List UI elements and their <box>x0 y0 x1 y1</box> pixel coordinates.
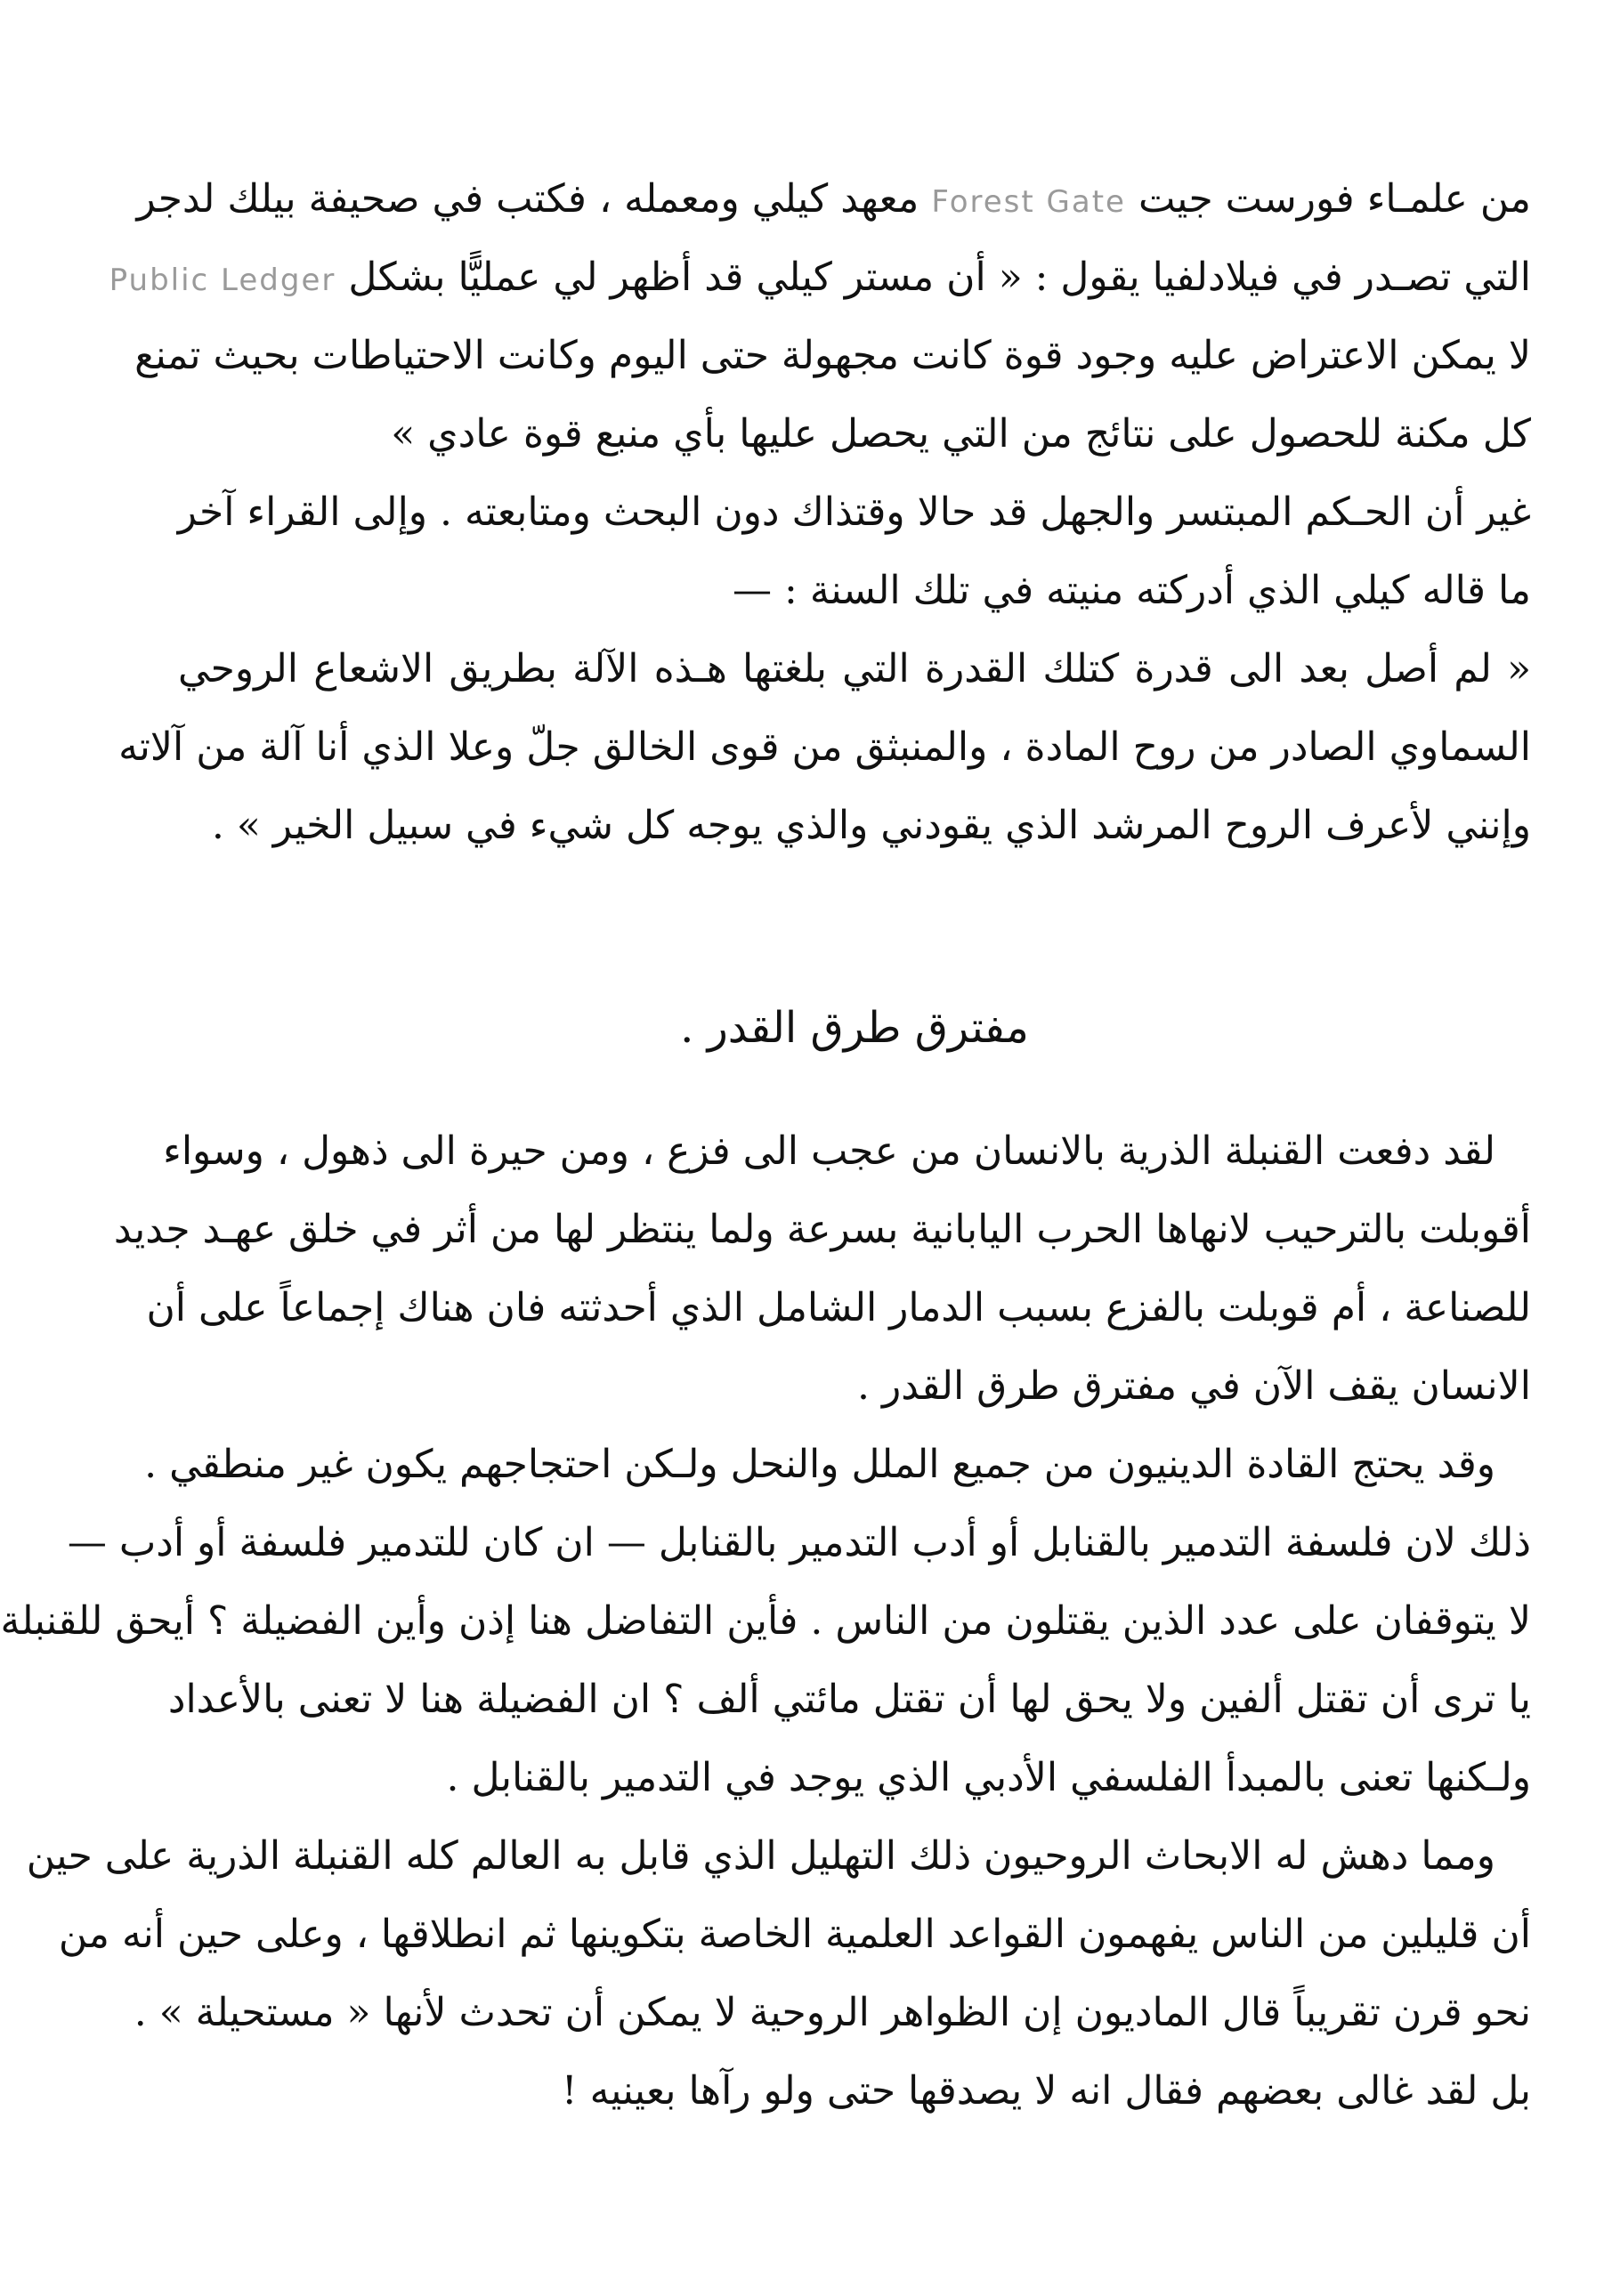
text-line: وإنني لأعرف الروح المرشد الذي يقودني والذي يوجه كل شيء في سبيل الخير » . <box>211 803 1531 848</box>
text-line: لقد دفعت القنبلة الذرية بالانسان من عجب الى فزع ، ومن حيرة الى ذهول ، وسواء <box>163 1128 1495 1174</box>
text-line: « لم أصل بعد الى قدرة كتلك القدرة التي بلغتها هـذه الآلة بطريق الاشعاع الروحي <box>178 646 1531 691</box>
text-line: ولـكنها تعنى بالمبدأ الفلسفي الأدبي الذي يوجد في التدمير بالقنابل . <box>446 1755 1531 1800</box>
text-line: بل لقد غالى بعضهم فقال انه لا يصدقها حتى ولو رآها بعينيه ! <box>561 2068 1531 2114</box>
paragraph-block-top <box>109 160 1531 865</box>
text-segment: التي تصـدر في فيلادلفيا يقول : « أن مستر كيلي قد أظهر لي عمليًّا بشكل <box>336 255 1531 300</box>
text-segment: معهد كيلي ومعمله ، فكتب في صحيفة بيلك لدجر <box>136 176 932 222</box>
text-line: نحو قرن تقريباً قال الماديون إن الظواهر الروحية لا يمكن أن تحدث لأنها « مستحيلة » . <box>134 1990 1531 2035</box>
text-line: ذلك لان فلسفة التدمير بالقنابل أو أدب التدمير بالقنابل — ان كان للتدمير فلسفة أو أدب — <box>67 1520 1531 1565</box>
section-title: مفترق طرق القدر . <box>680 1003 1029 1053</box>
latin-term: Public Ledger <box>109 263 336 298</box>
text-line: ما قاله كيلي الذي أدركته منيته في تلك السنة : — <box>733 568 1531 613</box>
text-line: غير أن الحـكم المبتسر والجهل قد حالا وقتذاك دون البحث ومتابعته . وإلى القراء آخر <box>177 489 1531 535</box>
text-line: وقد يحتج القادة الدينيون من جميع الملل والنحل ولـكن احتجاجهم يكون غير منطقي . <box>144 1442 1495 1487</box>
text-line: لا يتوقفان على عدد الذين يقتلون من الناس . فأين التفاضل هنا إذن وأين الفضيلة ؟ أيحق للقنبلة <box>0 1598 1531 1644</box>
latin-term: Forest Gate <box>931 184 1126 220</box>
paragraph-block-bottom <box>0 1112 1531 2130</box>
text-segment: من علمـاء فورست جيت <box>1125 176 1531 222</box>
text-line: يا ترى أن تقتل ألفين ولا يحق لها أن تقتل مائتي ألف ؟ ان الفضيلة هنا لا تعنى بالأعداد <box>167 1677 1531 1722</box>
text-line <box>109 238 1531 317</box>
text-line: كل مكنة للحصول على نتائج من التي يحصل عليها بأي منبع قوة عادي » <box>391 411 1531 457</box>
text-line: السماوي الصادر من روح المادة ، والمنبثق من قوى الخالق جلّ وعلا الذي أنا آلة من آلاته <box>118 724 1531 770</box>
text-line: الانسان يقف الآن في مفترق طرق القدر . <box>856 1363 1531 1409</box>
text-line: ومما دهش له الابحاث الروحيون ذلك التهليل الذي قابل به العالم كله القنبلة الذرية على حين <box>26 1833 1495 1879</box>
text-line: لا يمكن الاعتراض عليه وجود قوة كانت مجهولة حتى اليوم وكانت الاحتياطات بحيث تمنع <box>134 333 1531 378</box>
text-line: أقوبلت بالترحيب لانهاها الحرب اليابانية بسرعة ولما ينتظر لها من أثر في خلق عهـد جديد <box>113 1207 1531 1252</box>
text-line: للصناعة ، أم قوبلت بالفزع بسبب الدمار الشامل الذي أحدثته فان هناك إجماعاً على أن <box>146 1285 1531 1330</box>
text-line: أن قليلين من الناس يفهمون القواعد العلمية الخاصة بتكوينها ثم انطلاقها ، وعلى حين أنه من <box>58 1912 1531 1957</box>
text-line <box>136 160 1531 238</box>
